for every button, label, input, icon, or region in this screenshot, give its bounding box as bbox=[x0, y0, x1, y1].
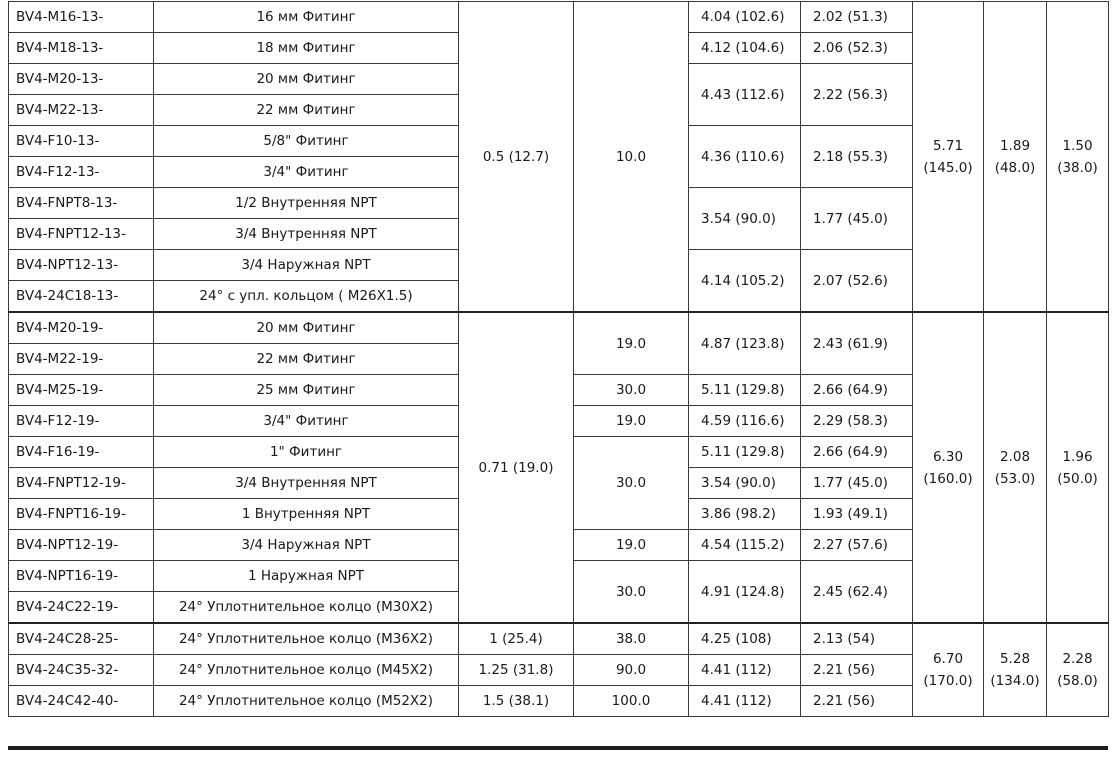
model-cell: BV4-F16-19- bbox=[9, 437, 154, 468]
description-cell: 1 Внутренняя NPT bbox=[154, 499, 459, 530]
model-cell: BV4-M20-19- bbox=[9, 312, 154, 344]
model-cell: BV4-FNPT12-13- bbox=[9, 219, 154, 250]
value-cell: 19.0 bbox=[574, 406, 689, 437]
dim-b-cell: 2.29 (58.3) bbox=[801, 406, 913, 437]
dim-e-mm: (50.0) bbox=[1057, 470, 1098, 487]
description-cell: 22 мм Фитинг bbox=[154, 344, 459, 375]
dim-c-mm: (160.0) bbox=[923, 470, 973, 487]
model-cell: BV4-FNPT16-19- bbox=[9, 499, 154, 530]
dim-c-in: 6.70 bbox=[932, 651, 964, 667]
model-cell: BV4-NPT12-19- bbox=[9, 530, 154, 561]
description-cell: 3/4 Внутренняя NPT bbox=[154, 219, 459, 250]
description-cell: 24° Уплотнительное колцо (M36X2) bbox=[154, 623, 459, 655]
dim-d-in: 5.28 bbox=[999, 651, 1031, 667]
value-cell: 100.0 bbox=[574, 686, 689, 717]
description-cell: 18 мм Фитинг bbox=[154, 33, 459, 64]
table-row bbox=[9, 312, 1109, 344]
description-cell: 3/4 Внутренняя NPT bbox=[154, 468, 459, 499]
model-cell: BV4-FNPT8-13- bbox=[9, 188, 154, 219]
dim-e-mm: (38.0) bbox=[1057, 159, 1098, 176]
model-cell: BV4-M22-19- bbox=[9, 344, 154, 375]
bore-size-cell: 0.71 (19.0) bbox=[459, 312, 574, 623]
dim-a-cell: 3.54 (90.0) bbox=[689, 188, 801, 250]
value-cell: 30.0 bbox=[574, 437, 689, 530]
dim-b-cell: 1.77 (45.0) bbox=[801, 468, 913, 499]
model-cell: BV4-M25-19- bbox=[9, 375, 154, 406]
dim-c-cell bbox=[913, 2, 984, 313]
description-cell: 22 мм Фитинг bbox=[154, 95, 459, 126]
dim-c-cell bbox=[913, 312, 984, 623]
dim-b-cell: 2.06 (52.3) bbox=[801, 33, 913, 64]
dim-b-cell: 1.93 (49.1) bbox=[801, 499, 913, 530]
dim-b-cell: 2.21 (56) bbox=[801, 655, 913, 686]
dim-b-cell: 2.13 (54) bbox=[801, 623, 913, 655]
dim-a-cell: 4.43 (112.6) bbox=[689, 64, 801, 126]
dim-d-mm: (134.0) bbox=[990, 673, 1040, 689]
description-cell: 24° с упл. кольцом ( M26X1.5) bbox=[154, 281, 459, 313]
dim-c-in: 6.30 bbox=[932, 448, 964, 465]
dim-d-cell bbox=[984, 2, 1047, 313]
dim-e-cell bbox=[1047, 623, 1109, 717]
dim-a-cell: 5.11 (129.8) bbox=[689, 375, 801, 406]
model-cell: BV4-NPT16-19- bbox=[9, 561, 154, 592]
model-cell: BV4-F12-13- bbox=[9, 157, 154, 188]
description-cell: 5/8" Фитинг bbox=[154, 126, 459, 157]
dim-a-cell: 4.41 (112) bbox=[689, 686, 801, 717]
value-cell: 30.0 bbox=[574, 375, 689, 406]
description-cell: 24° Уплотнительное колцо (M45X2) bbox=[154, 655, 459, 686]
dim-b-cell: 1.77 (45.0) bbox=[801, 188, 913, 250]
dim-b-cell: 2.43 (61.9) bbox=[801, 312, 913, 375]
model-cell: BV4-M18-13- bbox=[9, 33, 154, 64]
dim-a-cell: 4.59 (116.6) bbox=[689, 406, 801, 437]
dim-a-cell: 4.91 (124.8) bbox=[689, 561, 801, 624]
dim-e-cell bbox=[1047, 2, 1109, 313]
value-cell: 38.0 bbox=[574, 623, 689, 655]
model-cell: BV4-NPT12-13- bbox=[9, 250, 154, 281]
dim-b-cell: 2.18 (55.3) bbox=[801, 126, 913, 188]
description-cell: 1 Наружная NPT bbox=[154, 561, 459, 592]
model-cell: BV4-24C35-32- bbox=[9, 655, 154, 686]
dim-a-cell: 4.54 (115.2) bbox=[689, 530, 801, 561]
model-cell: BV4-24C18-13- bbox=[9, 281, 154, 313]
dim-c-cell bbox=[913, 623, 984, 717]
table-row bbox=[9, 2, 1109, 33]
value-cell: 30.0 bbox=[574, 561, 689, 624]
dim-a-cell: 5.11 (129.8) bbox=[689, 437, 801, 468]
dim-d-cell bbox=[984, 312, 1047, 623]
model-cell: BV4-M20-13- bbox=[9, 64, 154, 95]
description-cell: 25 мм Фитинг bbox=[154, 375, 459, 406]
dim-b-cell: 2.21 (56) bbox=[801, 686, 913, 717]
description-cell: 3/4" Фитинг bbox=[154, 157, 459, 188]
model-cell: BV4-24C42-40- bbox=[9, 686, 154, 717]
dim-a-cell: 4.25 (108) bbox=[689, 623, 801, 655]
dim-b-cell: 2.66 (64.9) bbox=[801, 437, 913, 468]
description-cell: 20 мм Фитинг bbox=[154, 312, 459, 344]
dim-a-cell: 4.14 (105.2) bbox=[689, 250, 801, 313]
spec-table bbox=[8, 1, 1109, 717]
model-cell: BV4-24C28-25- bbox=[9, 623, 154, 655]
table-bottom-rule bbox=[8, 746, 1108, 750]
dim-d-in: 1.89 bbox=[999, 137, 1031, 154]
description-cell: 1" Фитинг bbox=[154, 437, 459, 468]
table-row bbox=[9, 623, 1109, 655]
description-cell: 3/4" Фитинг bbox=[154, 406, 459, 437]
bore-size-cell: 1 (25.4) bbox=[459, 623, 574, 655]
bore-size-cell: 1.25 (31.8) bbox=[459, 655, 574, 686]
description-cell: 3/4 Наружная NPT bbox=[154, 530, 459, 561]
dim-a-cell: 3.54 (90.0) bbox=[689, 468, 801, 499]
description-cell: 24° Уплотнительное колцо (M30X2) bbox=[154, 592, 459, 624]
model-cell: BV4-FNPT12-19- bbox=[9, 468, 154, 499]
description-cell: 3/4 Наружная NPT bbox=[154, 250, 459, 281]
dim-e-cell bbox=[1047, 312, 1109, 623]
dim-b-cell: 2.45 (62.4) bbox=[801, 561, 913, 624]
dim-b-cell: 2.27 (57.6) bbox=[801, 530, 913, 561]
model-cell: BV4-F10-13- bbox=[9, 126, 154, 157]
dim-b-cell: 2.22 (56.3) bbox=[801, 64, 913, 126]
dim-a-cell: 4.87 (123.8) bbox=[689, 312, 801, 375]
bore-size-cell: 0.5 (12.7) bbox=[459, 2, 574, 313]
dim-a-cell: 3.86 (98.2) bbox=[689, 499, 801, 530]
dim-e-in: 1.96 bbox=[1062, 448, 1093, 465]
dim-d-cell bbox=[984, 623, 1047, 717]
dim-a-cell: 4.36 (110.6) bbox=[689, 126, 801, 188]
bore-size-cell: 1.5 (38.1) bbox=[459, 686, 574, 717]
description-cell: 24° Уплотнительное колцо (M52X2) bbox=[154, 686, 459, 717]
dim-c-mm: (170.0) bbox=[923, 673, 973, 689]
value-cell: 19.0 bbox=[574, 530, 689, 561]
dim-d-in: 2.08 bbox=[999, 448, 1031, 465]
value-cell: 10.0 bbox=[574, 2, 689, 313]
dim-a-cell: 4.12 (104.6) bbox=[689, 33, 801, 64]
dim-b-cell: 2.66 (64.9) bbox=[801, 375, 913, 406]
value-cell: 90.0 bbox=[574, 655, 689, 686]
model-cell: BV4-M22-13- bbox=[9, 95, 154, 126]
dim-e-in: 1.50 bbox=[1062, 137, 1093, 154]
model-cell: BV4-24C22-19- bbox=[9, 592, 154, 624]
model-cell: BV4-M16-13- bbox=[9, 2, 154, 33]
dim-d-mm: (53.0) bbox=[994, 470, 1036, 487]
dim-c-in: 5.71 bbox=[932, 137, 964, 154]
description-cell: 20 мм Фитинг bbox=[154, 64, 459, 95]
dim-c-mm: (145.0) bbox=[923, 159, 973, 176]
model-cell: BV4-F12-19- bbox=[9, 406, 154, 437]
dim-e-in: 2.28 bbox=[1062, 651, 1093, 667]
dim-b-cell: 2.07 (52.6) bbox=[801, 250, 913, 313]
description-cell: 16 мм Фитинг bbox=[154, 2, 459, 33]
dim-d-mm: (48.0) bbox=[994, 159, 1036, 176]
dim-b-cell: 2.02 (51.3) bbox=[801, 2, 913, 33]
value-cell: 19.0 bbox=[574, 312, 689, 375]
description-cell: 1/2 Внутренняя NPT bbox=[154, 188, 459, 219]
dim-e-mm: (58.0) bbox=[1057, 673, 1098, 689]
dim-a-cell: 4.04 (102.6) bbox=[689, 2, 801, 33]
dim-a-cell: 4.41 (112) bbox=[689, 655, 801, 686]
